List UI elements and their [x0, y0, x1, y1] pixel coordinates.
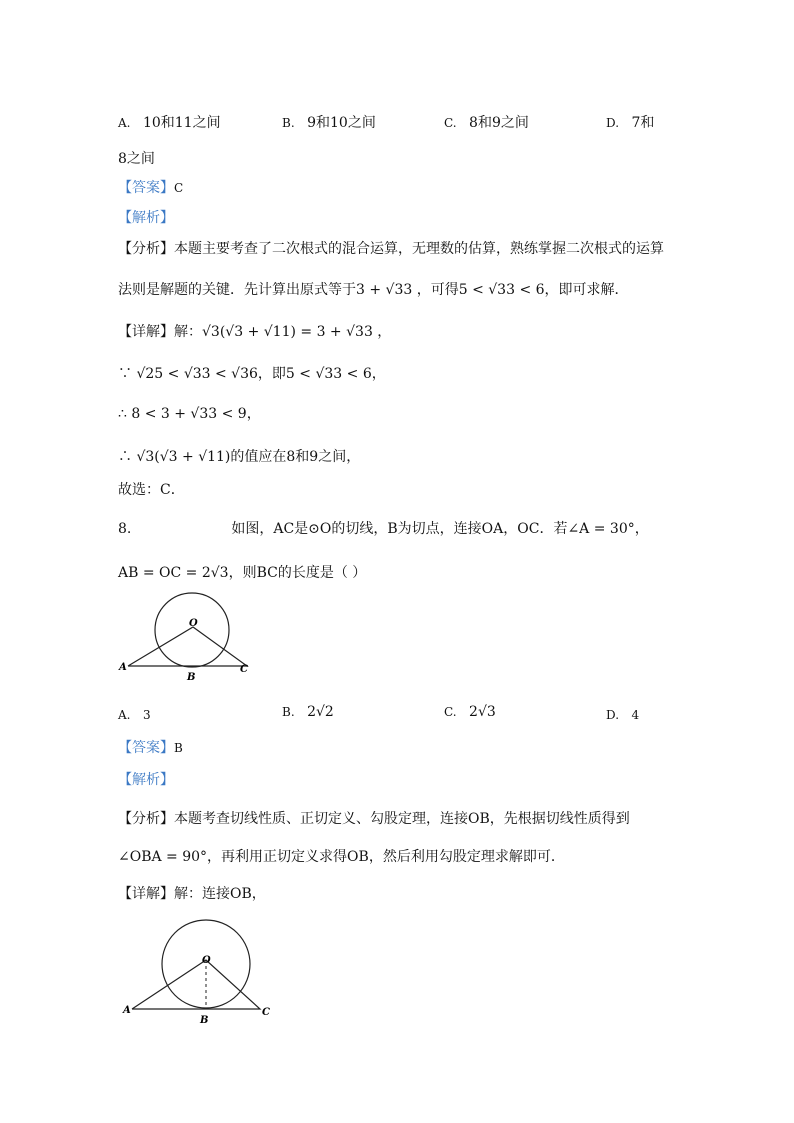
answer-tag: 【答案】 [118, 180, 174, 196]
question-number: 8. [118, 521, 132, 537]
q8-stem-line1 [118, 518, 649, 538]
option-label: B. [282, 116, 295, 130]
q7-option-d-continued: 8之间 [118, 151, 155, 167]
q8-stem-line2: AB = OC = 2√3，则BC的长度是（ ） [118, 565, 367, 581]
detail-tag: 【详解】 [118, 886, 174, 902]
option-text: 7和 [631, 115, 655, 131]
q8-option-c [444, 704, 496, 720]
option-label: B. [282, 705, 295, 719]
q8-analysis-tag: 【解析】 [118, 772, 174, 788]
q7-answer [118, 177, 183, 197]
q8-option-b [282, 704, 334, 720]
option-text: 9和10之间 [307, 115, 376, 131]
question-text: 如图，AC是⊙O的切线，B为切点，连接OA，OC．若∠A = 30°， [231, 521, 649, 537]
answer-value: B [174, 741, 183, 755]
q8-answer [118, 737, 183, 757]
option-label: C. [444, 116, 457, 130]
q8-option-d [606, 707, 639, 723]
q7-fenxi-line1 [118, 238, 664, 258]
answer-value: C [174, 181, 184, 195]
option-label: A. [118, 116, 131, 130]
fenxi-text: 本题考查切线性质、正切定义、勾股定理，连接OB，先根据切线性质得到 [174, 811, 630, 827]
label-b: B [200, 1015, 209, 1026]
answer-tag: 【答案】 [118, 740, 174, 756]
option-label: A. [118, 708, 131, 722]
label-a: A [123, 1005, 131, 1016]
q8-option-a [118, 707, 151, 723]
q7-option-a [118, 112, 221, 132]
option-label: D. [606, 708, 620, 722]
q8-solution-figure [118, 915, 278, 1030]
circle-o [155, 593, 229, 667]
label-a: A [119, 662, 127, 673]
q7-detail-line5: 故选：C． [118, 482, 185, 498]
label-b: B [187, 672, 196, 683]
option-text: 3 [142, 708, 151, 722]
q8-figure [115, 590, 265, 685]
q7-detail-line2: ∵ √25 < √33 < √36，即5 < √33 < 6， [118, 366, 386, 382]
label-c: C [240, 664, 248, 675]
detail-text: 解：√3(√3 + √11) = 3 + √33 ， [174, 324, 392, 340]
q8-fenxi-line1 [118, 808, 630, 828]
label-c: C [262, 1007, 270, 1018]
label-o: O [202, 955, 211, 966]
fenxi-text: 本题主要考查了二次根式的混合运算，无理数的估算，熟练掌握二次根式的运算 [174, 241, 664, 257]
label-o: O [189, 618, 198, 629]
option-text: 10和11之间 [142, 115, 221, 131]
option-text: 4 [631, 708, 640, 722]
q7-analysis-tag: 【解析】 [118, 210, 174, 226]
q8-fenxi-line2: ∠OBA = 90°，再利用正切定义求得OB，然后利用勾股定理求解即可． [118, 849, 565, 865]
detail-text: 解：连接OB， [174, 886, 266, 902]
q7-option-b [282, 112, 376, 132]
option-text: 8和9之间 [469, 115, 529, 131]
fenxi-tag: 【分析】 [118, 241, 174, 257]
q7-detail-line3: ∴ 8 < 3 + √33 < 9， [118, 406, 261, 422]
option-text: 2√2 [307, 704, 334, 720]
q7-option-d [606, 112, 654, 132]
option-label: D. [606, 116, 620, 130]
option-text: 2√3 [469, 704, 496, 720]
triangle-oac [132, 960, 260, 1009]
q7-detail-line4: ∴ √3(√3 + √11)的值应在8和9之间， [118, 449, 361, 465]
detail-tag: 【详解】 [118, 324, 174, 340]
q8-detail-line1 [118, 883, 266, 903]
fenxi-tag: 【分析】 [118, 811, 174, 827]
q7-option-c [444, 112, 529, 132]
option-label: C. [444, 705, 457, 719]
q7-fenxi-line2: 法则是解题的关键．先计算出原式等于3 + √33 ，可得5 < √33 < 6，即可求解． [118, 282, 629, 298]
q7-detail-line1 [118, 321, 391, 341]
